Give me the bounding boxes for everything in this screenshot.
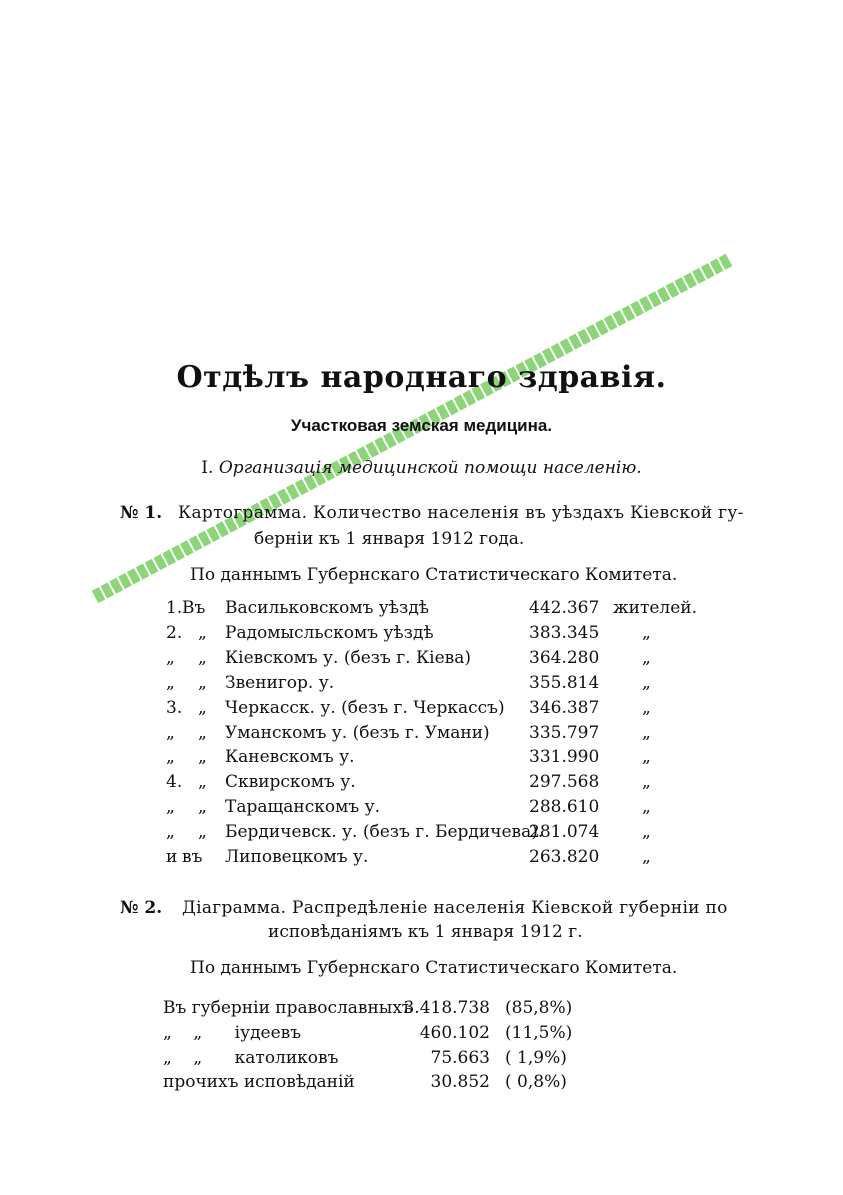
table-row-value: 355.814 — [529, 673, 600, 693]
subtitle: Участковая земская медицина. — [290, 416, 553, 435]
table-row-unit: „ — [642, 797, 651, 817]
religion-row-value: 30.852 — [430, 1072, 490, 1092]
table-row-unit: „ — [642, 723, 651, 743]
table-row-value: 281.074 — [529, 822, 600, 842]
table-row-name: Звенигор. у. — [225, 673, 335, 693]
table-row-value: 297.568 — [529, 772, 600, 792]
item2-line1: Діаграмма. Распредѣленіе населенія Кіевской губерніи по — [182, 898, 728, 918]
religion-row-percent: ( 0,8%) — [505, 1072, 567, 1092]
page-title: Отдѣлъ народнаго здравія. — [176, 360, 667, 395]
item2-number-text: № 2. — [120, 898, 163, 918]
section-roman: I. — [201, 458, 214, 478]
table-row-name: Уманскомъ у. (безъ г. Умани) — [225, 723, 490, 743]
item2-line2: исповѣданіямъ къ 1 января 1912 г. — [268, 922, 583, 942]
table-row-unit: „ — [642, 747, 651, 767]
table-row-unit: „ — [642, 847, 651, 867]
table-row-name: Черкасск. у. (безъ г. Черкассъ) — [225, 698, 505, 718]
table-row-name: Сквирскомъ у. — [225, 772, 356, 792]
table-row-unit: жителей. — [613, 598, 698, 618]
table-row-index: 4. — [166, 772, 183, 792]
table-row-index: „ — [166, 723, 175, 743]
table-row-prefix: „ — [198, 772, 207, 792]
table-row-prefix: Въ — [182, 598, 206, 618]
item1-line2: берніи къ 1 января 1912 года. — [254, 529, 525, 549]
table-row-name: Бердичевск. у. (безъ г. Бердичева). — [225, 822, 544, 842]
table-row-value: 346.387 — [529, 698, 600, 718]
table-row-name: Липовецкомъ у. — [225, 847, 369, 867]
table-row-index: 3. — [166, 698, 183, 718]
item1-line1: Картограмма. Количество населенія въ уѣздахъ Кіевской гу- — [178, 503, 744, 523]
table-row-index: 2. — [166, 623, 183, 643]
table-row-index: „ — [166, 797, 175, 817]
section-label: Организація медицинской помощи населенію. — [218, 458, 642, 478]
table-row-name: Каневскомъ у. — [225, 747, 355, 767]
table-row-index: 1. — [166, 598, 183, 618]
table-row-prefix: „ — [198, 822, 207, 842]
table-row-value: 364.280 — [529, 648, 600, 668]
table-row-value: 335.797 — [529, 723, 600, 743]
item2-number — [120, 898, 162, 918]
table-row-unit: „ — [642, 822, 651, 842]
table-row-prefix: „ — [198, 797, 207, 817]
table-row-prefix: „ — [198, 648, 207, 668]
table-row-index: „ — [166, 747, 175, 767]
item1-number-text: № 1. — [120, 503, 163, 523]
religion-row-label: „ „ іудеевъ — [163, 1023, 302, 1043]
religion-row-value: 75.663 — [430, 1048, 490, 1068]
table-row-value: 263.820 — [529, 847, 600, 867]
table-row-unit: „ — [642, 648, 651, 668]
table-row-prefix: въ — [182, 847, 203, 867]
table-row-prefix: „ — [198, 723, 207, 743]
religion-row-percent: (85,8%) — [505, 998, 573, 1018]
table-row-name: Таращанскомъ у. — [225, 797, 380, 817]
table-row-index: и — [166, 847, 178, 867]
table-row-name: Васильковскомъ уѣздѣ — [225, 598, 430, 618]
table-row-name: Радомысльскомъ уѣздѣ — [225, 623, 434, 643]
table-row-prefix: „ — [198, 623, 207, 643]
table-row-value: 383.345 — [529, 623, 600, 643]
table-row-name: Кіевскомъ у. (безъ г. Кіева) — [225, 648, 471, 668]
religion-row-percent: ( 1,9%) — [505, 1048, 567, 1068]
table-row-index: „ — [166, 648, 175, 668]
religion-row-label: „ „ католиковъ — [163, 1048, 339, 1068]
table-row-value: 331.990 — [529, 747, 600, 767]
table-row-index: „ — [166, 822, 175, 842]
table-row-prefix: „ — [198, 747, 207, 767]
section-heading — [0, 458, 843, 478]
religion-row-label: прочихъ исповѣданій — [163, 1072, 355, 1092]
religion-row-value: 460.102 — [419, 1023, 490, 1043]
table-row-unit: „ — [642, 698, 651, 718]
table-row-index: „ — [166, 673, 175, 693]
religion-row-label: Въ губерніи православныхъ — [163, 998, 413, 1018]
item2-source: По даннымъ Губернскаго Статистическаго Комитета. — [190, 958, 678, 978]
table-row-prefix: „ — [198, 698, 207, 718]
table-row-prefix: „ — [198, 673, 207, 693]
item1-source: По даннымъ Губернскаго Статистическаго Комитета. — [190, 565, 678, 585]
religion-row-percent: (11,5%) — [505, 1023, 573, 1043]
table-row-unit: „ — [642, 623, 651, 643]
table-row-value: 288.610 — [529, 797, 600, 817]
table-row-unit: „ — [642, 772, 651, 792]
item1-number — [120, 503, 162, 523]
table-row-value: 442.367 — [529, 598, 600, 618]
religion-row-value: 3.418.738 — [403, 998, 490, 1018]
table-row-unit: „ — [642, 673, 651, 693]
